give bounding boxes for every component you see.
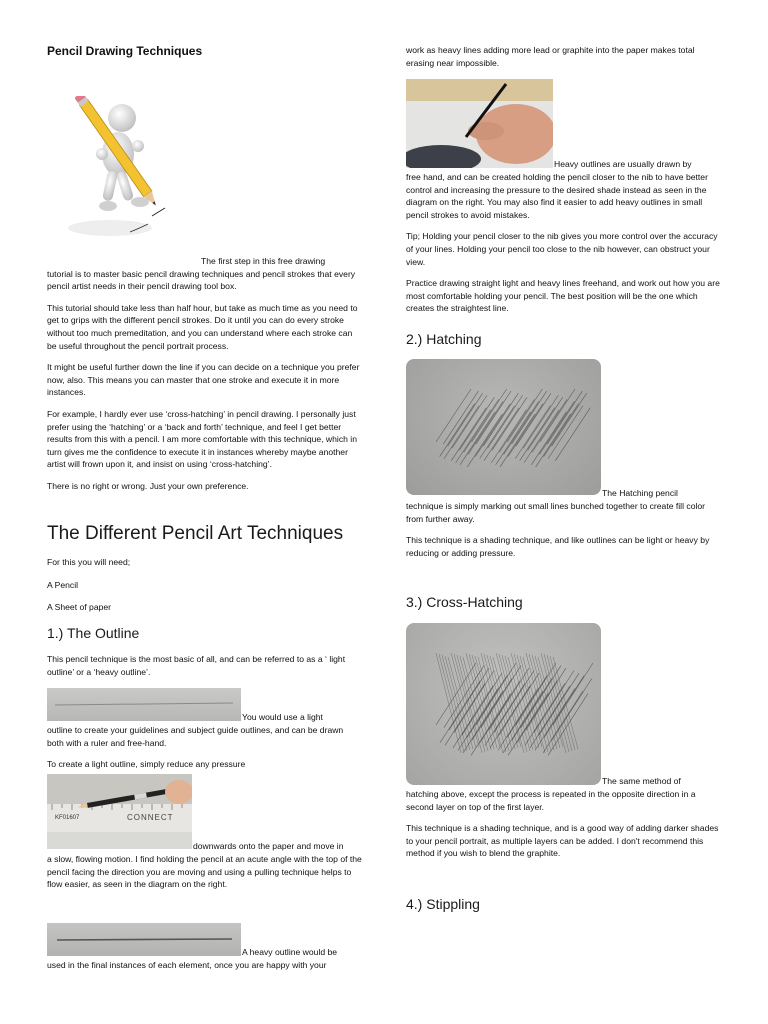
tip-paragraph: Tip; Holding your pencil closer to the nib gives you more control over the accuracy of your lines. Holding your pencil too close to the nib however, can obstruct your view. [406, 231, 718, 267]
heading-outline: 1.) The Outline [47, 625, 140, 641]
pencil-figure-illustration [60, 96, 180, 236]
heading-techniques: The Different Pencil Art Techniques [47, 523, 344, 544]
ruler-brand: CONNECT [127, 813, 174, 822]
paragraph-technique-preference: It might be useful further down the line if you can decide on a technique you prefer now, also. This means you can master that one stroke and execute it in more instances. [47, 362, 360, 398]
light-outline-paragraph: outline to create your guidelines and subject guide outlines, and can be drawn both with a ruler and free-hand. [47, 725, 344, 748]
light-outline-line-1: You would use a light [242, 712, 323, 722]
item-pencil: A Pencil [47, 579, 79, 590]
ruler-code: KF01607 [55, 815, 80, 821]
heading-cross-hatching: 3.) Cross-Hatching [406, 594, 523, 610]
hatching-shading-paragraph: This technique is a shading technique, and like outlines can be light or heavy by reducing or adding pressure. [406, 535, 710, 558]
need-label: For this you will need; [47, 557, 131, 567]
paragraph-no-right-wrong: There is no right or wrong. Just your own preference. [47, 480, 249, 491]
hand-holding-pencil-photo [406, 79, 553, 168]
light-outline-image [47, 688, 241, 721]
outline-paragraph: This pencil technique is the most basic of all, and can be referred to as a ‘ light outline’ or a ‘heavy outline’. [47, 654, 346, 677]
heavy-outline-image [47, 923, 241, 956]
heavy-outline-line-1: A heavy outline would be [242, 947, 338, 957]
heading-stippling: 4.) Stippling [406, 896, 480, 912]
hatching-paragraph: technique is simply marking out small lines bunched together to create fill color from further away. [406, 501, 706, 524]
continued-paragraph: work as heavy lines adding more lead or graphite into the paper makes total erasing near impossible. [406, 45, 695, 68]
heavy-outlines-paragraph: free hand, and can be created holding the pencil closer to the nib to have better control and increasing the pressure to the desired shade instead as seen in the diagram on the right. You may also find it easier to add heavy outlines in small pencil strokes to avoid mistakes. [406, 172, 708, 220]
cross-hatching-shading-paragraph: This technique is a shading technique, and is a good way of adding darker shades to your pencil portrait, as multiple layers can be added. I don't recommend this method if you wish to blend the graphite. [406, 823, 719, 859]
create-light-outline: To create a light outline, simply reduce any pressure [47, 759, 246, 770]
ruler-photo [47, 774, 192, 849]
heavy-outlines-line-1: Heavy outlines are usually drawn by [554, 159, 692, 169]
downwards-line-1: downwards onto the paper and move in [193, 841, 344, 851]
heavy-outline-line-2: used in the final instances of each element, once you are happy with your [47, 960, 327, 970]
downwards-paragraph: a slow, flowing motion. I find holding the pencil at an acute angle with the top of the pencil facing the direction you are moving and using a pulling technique helps to flow easier, as seen in the diagram on the right. [47, 854, 362, 890]
page-title: Pencil Drawing Techniques [47, 44, 203, 58]
paragraph-example: For example, I hardly ever use ‘cross-hatching’ in pencil drawing. I personally just prefer using the ‘hatching’ or a ‘back and forth’ technique, and feel I get better results from this with a pencil. I am more comfortable with this technique, which in turn gives me the confidence to execute it in instances whereby maybe another artist will frown upon it, and insist on using ‘cross-hatching’. [47, 408, 357, 470]
practice-paragraph: Practice drawing straight light and heavy lines freehand, and work out how you are most comfortable holding your pencil. The best position will be the one which creates the straightest line. [406, 278, 720, 314]
intro-line-1: The first step in this free drawing [201, 256, 326, 266]
hatching-image [406, 359, 601, 495]
cross-hatching-line-1: The same method of [602, 776, 681, 786]
cross-hatching-paragraph: hatching above, except the process is repeated in the opposite direction in a second layer on top of the first layer. [406, 789, 696, 812]
paragraph-tutorial-time: This tutorial should take less than half hour, but take as much time as you need to get to grips with the different pencil strokes. Do it until you can do every stroke without too much premeditation, and you can understand where each stroke can be useful throughout the pencil portrait process. [47, 302, 358, 351]
intro-paragraph: tutorial is to master basic pencil drawing techniques and pencil strokes that every pencil artist needs in their pencil drawing tool box. [47, 268, 356, 292]
item-paper: A Sheet of paper [47, 602, 112, 613]
cross-hatching-image [406, 623, 601, 785]
heading-hatching: 2.) Hatching [406, 331, 482, 347]
hatching-line-1: The Hatching pencil [602, 488, 678, 498]
